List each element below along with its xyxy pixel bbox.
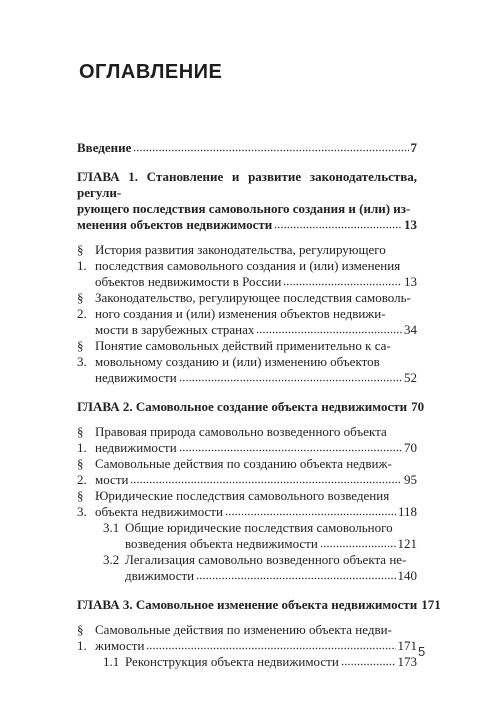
toc-chapter-3[interactable] [77,597,441,613]
section-number: § 2. [77,456,87,487]
toc-entry-title: ГЛАВА 3. Самовольное изменение объекта недвижимости [77,597,418,612]
toc-page-number: 118 [397,504,417,519]
toc-section-1-1[interactable] [77,242,417,290]
toc-entry-title: ГЛАВА 2. Самовольное создание объекта недвижимости [77,399,408,414]
toc-entry-line: мовольному созданию и (или) изменению объектов [95,354,380,369]
toc-entry-line: Легализация самовольно возведенного объекта не- [125,552,407,567]
toc-entry-line: Понятие самовольных действий применительно к са- [95,338,391,353]
toc-entry-title: менения объектов недвижимости [77,217,273,232]
section-number: § 3. [77,488,87,519]
toc-entry-line: ГЛАВА 1. Становление и развитие законодательства, регули- [77,169,417,200]
leader-dots [274,220,402,229]
toc-subsection-2-3-1[interactable] [77,520,417,552]
toc-chapter-2[interactable] [77,399,425,415]
toc-entry-title: Реконструкция объекта недвижимости [125,654,339,669]
leader-dots [283,277,402,286]
toc-entry-line: Законодательство, регулирующее последствия самоволь- [95,290,411,305]
toc-entry-line: ного создания и (или) изменения объектов недвижи- [95,306,386,321]
section-number: § 1. [77,424,87,455]
toc-page-number: 171 [421,597,441,612]
leader-dots [130,475,402,484]
toc-section-2-3[interactable] [77,488,417,520]
table-of-contents [77,140,441,670]
toc-entry-title: мости [95,472,129,487]
toc-entry-line: Правовая природа самовольно возведенного объекта [95,424,387,439]
leader-dots [320,539,396,548]
toc-page-number: 171 [397,638,417,653]
toc-section-3-1[interactable] [77,622,417,654]
toc-entry-title: недвижимости [95,440,177,455]
toc-page-number: 95 [404,472,417,487]
subsection-number: 3.2 [103,552,120,567]
toc-entry-title: объекта недвижимости [95,504,223,519]
toc-entry-title: жимости [95,638,145,653]
toc-page-number: 121 [397,536,417,551]
section-number: § 1. [77,622,87,653]
toc-section-2-1[interactable] [77,424,417,456]
leader-dots [341,657,396,666]
toc-entry-line: Общие юридические последствия самовольного [125,520,393,535]
toc-entry-line: рующего последствия самовольного создания и (или) из- [77,201,411,216]
leader-dots [179,443,402,452]
page-number: 5 [418,644,426,659]
leader-dots [225,507,396,516]
toc-entry-line: История развития законодательства, регулирующего [95,242,386,257]
subsection-number: 1.1 [103,654,120,669]
leader-dots [256,325,402,334]
toc-subsection-2-3-2[interactable] [77,552,417,584]
leader-dots [196,571,395,580]
section-number: § 2. [77,290,87,321]
toc-entry-intro[interactable] [77,140,417,156]
section-number: § 3. [77,338,87,369]
toc-entry-title: Введение [77,140,132,155]
toc-entry-title: движимости [125,568,195,583]
toc-page-number: 7 [410,140,417,155]
toc-section-1-2[interactable] [77,290,417,338]
toc-page-number: 13 [404,274,417,289]
toc-page-number: 173 [397,654,417,669]
toc-page-number: 34 [404,322,417,337]
toc-page-number: 13 [404,217,417,232]
toc-entry-title: возведения объекта недвижимости [125,536,318,551]
toc-page-number: 70 [404,440,417,455]
leader-dots [133,143,408,152]
toc-entry-title: недвижимости [95,370,177,385]
toc-entry-line: Самовольные действия по созданию объекта недвиж- [95,456,392,471]
toc-entry-title: мости в зарубежных странах [95,322,255,337]
leader-dots [179,373,402,382]
section-number: § 1. [77,242,87,273]
toc-page-number: 52 [404,370,417,385]
toc-section-2-2[interactable] [77,456,417,488]
toc-page-number: 140 [397,568,417,583]
toc-subsection-3-1-1[interactable] [77,654,417,670]
toc-entry-line: Юридические последствия самовольного возведения [95,488,390,503]
toc-entry-line: Самовольные действия по изменению объекта недви- [95,622,392,637]
leader-dots [146,641,395,650]
page-title: ОГЛАВЛЕНИЕ [79,61,223,83]
toc-entry-title: объектов недвижимости в России [95,274,282,289]
toc-page-number: 70 [411,399,425,414]
toc-chapter-1[interactable] [77,169,417,233]
toc-section-1-3[interactable] [77,338,417,386]
subsection-number: 3.1 [103,520,120,535]
toc-entry-line: последствия самовольного создания и (или) изменения [95,258,401,273]
